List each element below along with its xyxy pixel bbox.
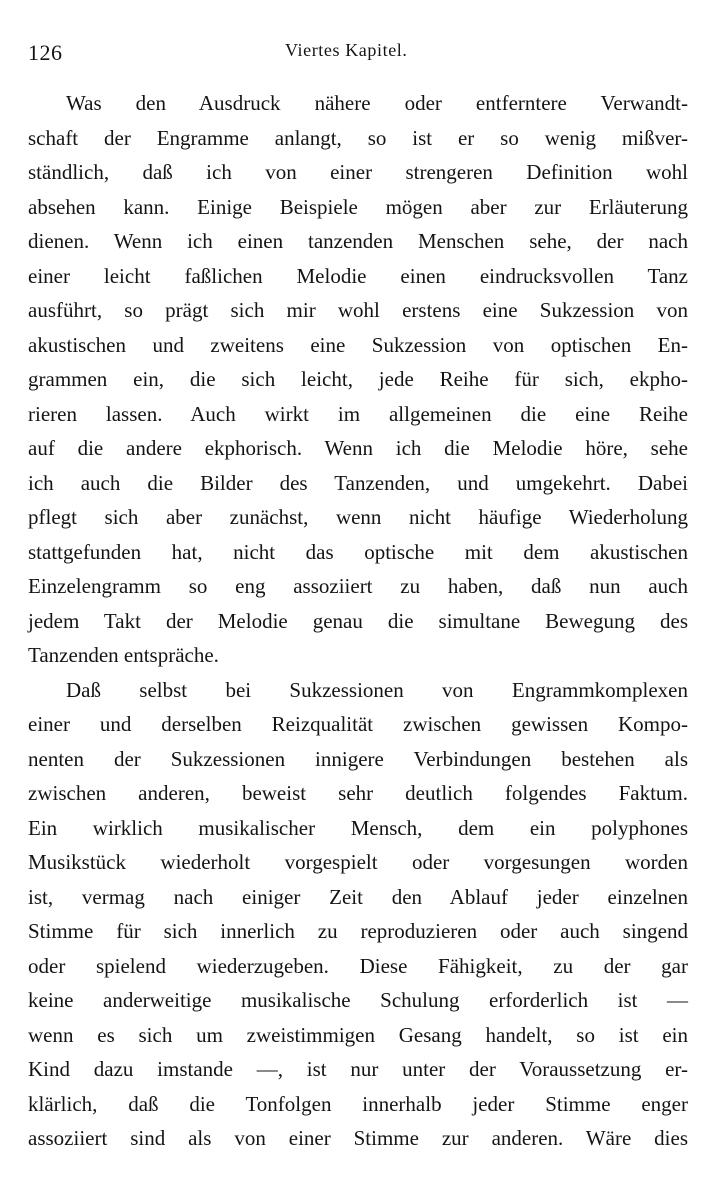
text-line: Daß selbst bei Sukzessionen von Engrammkomplexen — [66, 677, 688, 702]
text-line: stattgefunden hat, nicht das optische mit dem akustischen — [28, 539, 688, 564]
text-line: ist, vermag nach einiger Zeit den Ablauf jeder einzelnen — [28, 884, 688, 909]
text-line: jedem Takt der Melodie genau die simultane Bewegung des — [28, 608, 688, 633]
text-line: dienen. Wenn ich einen tanzenden Menschen sehe, der nach — [28, 229, 688, 253]
text-line: wenn es sich um zweistimmigen Gesang handelt, so ist ein — [28, 1022, 688, 1047]
text-line: zwischen anderen, beweist sehr deutlich folgendes Faktum. — [28, 781, 688, 805]
text-line: einer leicht faßlichen Melodie einen eindrucksvollen Tanz — [28, 263, 688, 288]
text-line: nenten der Sukzessionen innigere Verbindungen bestehen als — [28, 746, 688, 771]
text-line: rieren lassen. Auch wirkt im allgemeinen die eine Reihe — [28, 401, 688, 426]
text-line: ausführt, so prägt sich mir wohl erstens eine Sukzession von — [28, 298, 688, 322]
text-line: ich auch die Bilder des Tanzenden, und umgekehrt. Dabei — [28, 470, 688, 495]
text-line: ständlich, daß ich von einer strengeren Definition wohl — [28, 160, 688, 184]
page-number: 126 — [28, 40, 63, 65]
text-line: Einzelengramm so eng assoziiert zu haben, daß nun auch — [28, 574, 688, 598]
text-line: akustischen und zweitens eine Sukzession von optischen En- — [28, 332, 688, 357]
text-line: klärlich, daß die Tonfolgen innerhalb jeder Stimme enger — [28, 1091, 688, 1116]
text-line: keine anderweitige musikalische Schulung erforderlich ist — — [28, 988, 688, 1012]
text-line: pflegt sich aber zunächst, wenn nicht häufige Wiederholung — [28, 505, 688, 529]
text-line: Was den Ausdruck nähere oder entferntere Verwandt- — [66, 91, 688, 115]
text-line: einer und derselben Reizqualität zwischen gewissen Kompo- — [28, 712, 688, 736]
text-line: Musikstück wiederholt vorgespielt oder vorgesungen worden — [28, 850, 688, 874]
text-line: Kind dazu imstande —, ist nur unter der Voraussetzung er- — [28, 1057, 688, 1081]
text-line: assoziiert sind als von einer Stimme zur anderen. Wäre dies — [28, 1126, 688, 1150]
text-line: Stimme für sich innerlich zu reproduzieren oder auch singend — [28, 919, 688, 943]
text-line: grammen ein, die sich leicht, jede Reihe für sich, ekpho- — [28, 367, 688, 391]
page-header — [28, 40, 688, 70]
text-line: absehen kann. Einige Beispiele mögen aber zur Erläuterung — [28, 194, 688, 219]
text-line: oder spielend wiederzugeben. Diese Fähigkeit, zu der gar — [28, 953, 688, 978]
text-line: schaft der Engramme anlangt, so ist er so wenig mißver- — [28, 125, 688, 150]
text-line: auf die andere ekphorisch. Wenn ich die Melodie höre, sehe — [28, 436, 688, 460]
text-line: Tanzenden entspräche. — [28, 643, 219, 667]
running-head: Viertes Kapitel. — [285, 40, 408, 60]
text-line: Ein wirklich musikalischer Mensch, dem ein polyphones — [28, 815, 688, 840]
body-text — [28, 86, 688, 1156]
